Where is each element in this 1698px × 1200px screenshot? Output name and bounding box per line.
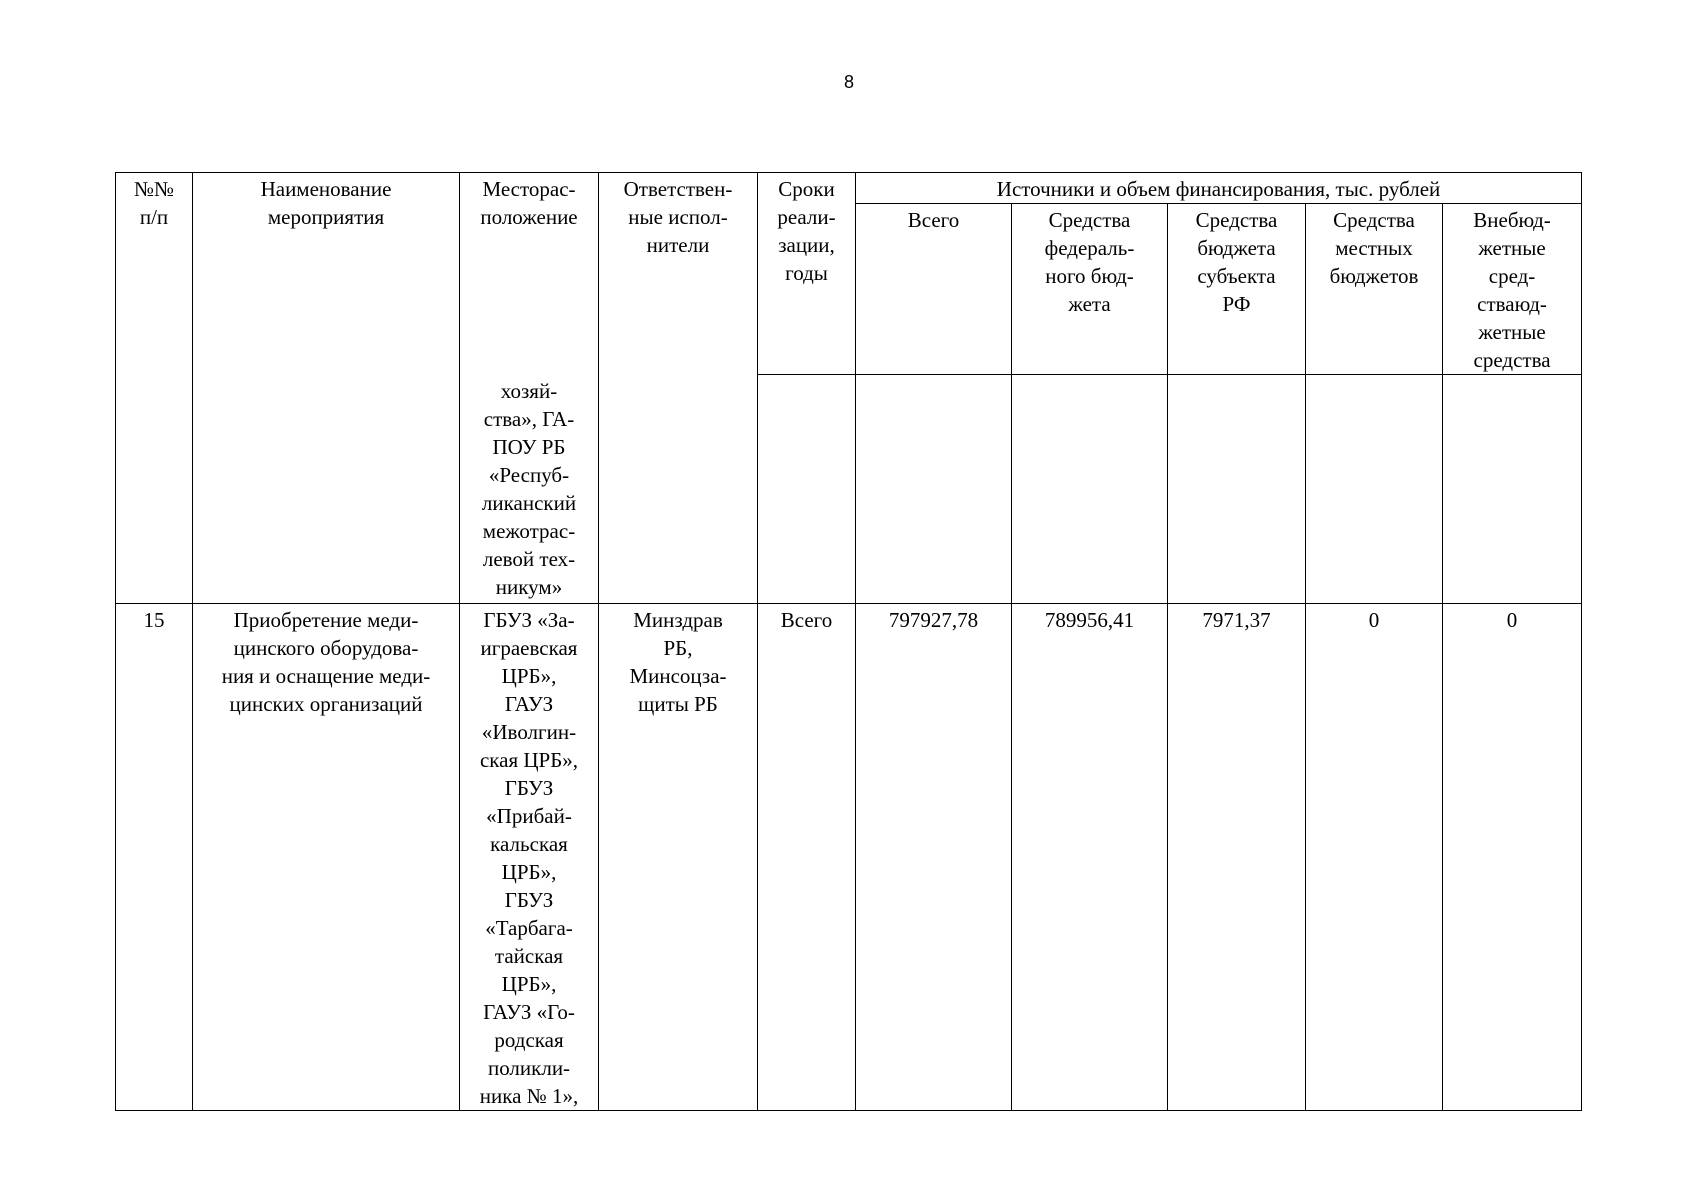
row-local: 0 [1306, 603, 1443, 1110]
header-name: Наименование мероприятия [193, 173, 460, 604]
continuation-extrabudget [1443, 375, 1582, 604]
header-sources: Источники и объем финансирования, тыс. рублей [856, 173, 1582, 204]
row-total: 797927,78 [856, 603, 1012, 1110]
header-extrabudget: Внебюд- жетные сред- стваюд- жетные средства [1443, 204, 1582, 375]
header-location: Месторас- положение [460, 173, 599, 375]
table-row [116, 603, 1582, 1110]
row-regional: 7971,37 [1168, 603, 1306, 1110]
row-period: Всего [758, 603, 856, 1110]
row-federal: 789956,41 [1012, 603, 1168, 1110]
row-location: ГБУЗ «За- играевская ЦРБ», ГАУЗ «Иволгин- ская ЦРБ», ГБУЗ «Прибай- кальская ЦРБ», ГБУЗ «Тарбага- тайская ЦРБ», ГАУЗ «Го- родская поликли- ника № 1», [460, 603, 599, 1110]
row-num: 15 [116, 603, 193, 1110]
continuation-location: хозяй- ства», ГА- ПОУ РБ «Респуб- ликанский межотрас- левой тех- никум» [460, 375, 599, 604]
continuation-regional [1168, 375, 1306, 604]
header-local: Средства местных бюджетов [1306, 204, 1443, 375]
header-federal: Средства федераль- ного бюд- жета [1012, 204, 1168, 375]
header-total: Всего [856, 204, 1012, 375]
row-name: Приобретение меди- цинского оборудова- ния и оснащение меди- цинских организаций [193, 603, 460, 1110]
header-regional: Средства бюджета субъекта РФ [1168, 204, 1306, 375]
continuation-total [856, 375, 1012, 604]
header-row-1 [116, 173, 1582, 204]
row-extrabudget: 0 [1443, 603, 1582, 1110]
row-responsible: Минздрав РБ, Минсоцза- щиты РБ [599, 603, 758, 1110]
continuation-local [1306, 375, 1443, 604]
header-num: №№ п/п [116, 173, 193, 604]
continuation-federal [1012, 375, 1168, 604]
header-responsible: Ответствен- ные испол- нители [599, 173, 758, 604]
page-number: 8 [843, 72, 854, 92]
continuation-period [758, 375, 856, 604]
header-period: Сроки реали- зации, годы [758, 173, 856, 375]
financing-table [115, 172, 1582, 1111]
